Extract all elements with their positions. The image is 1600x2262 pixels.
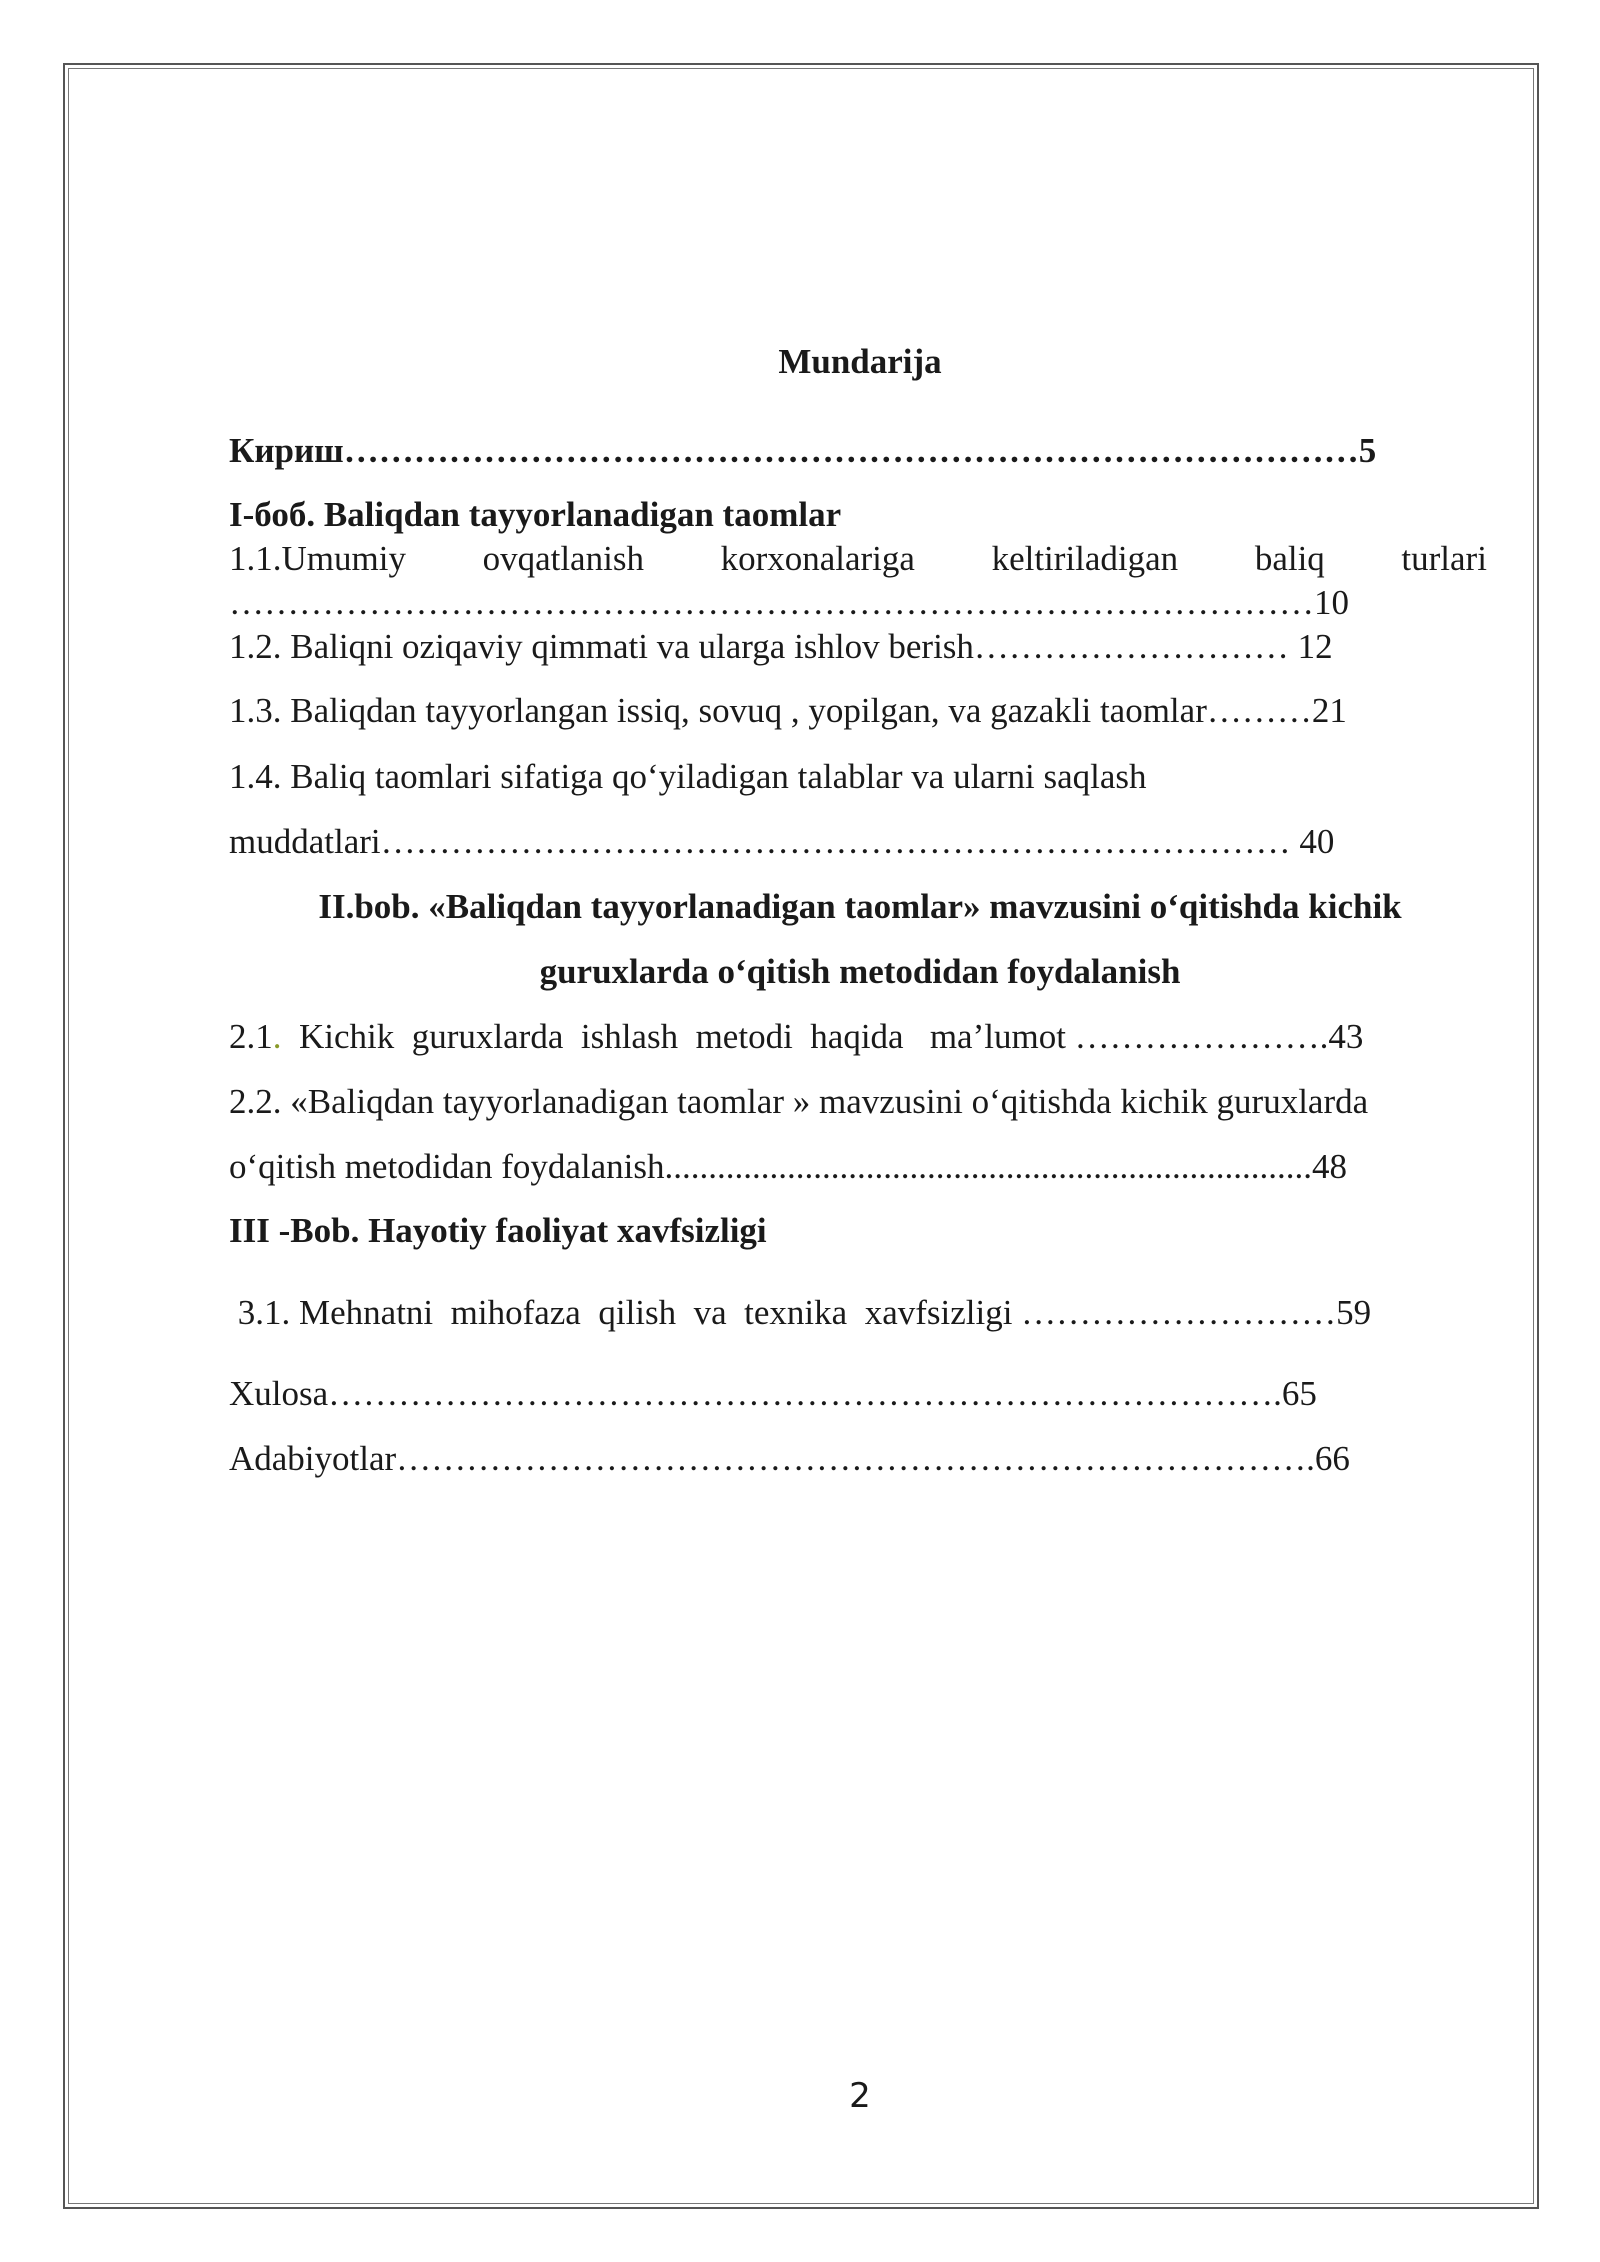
toc-title: Mundarija: [778, 342, 942, 381]
toc-entry-2-1-number: 2.1: [229, 1017, 273, 1056]
toc-entry-1-1-word: korxonalariga: [720, 539, 915, 578]
chapter-3-heading[interactable]: III -Bob. Hayotiy faoliyat xavfsizligi: [229, 1211, 767, 1250]
chapter-2-heading[interactable]: II.bob. «Baliqdan tayyorlanadigan taomlar» mavzusini o‘qitishda kichik: [318, 887, 1402, 926]
chapter-1-heading[interactable]: I-боб. Baliqdan tayyorlanadigan taomlar: [229, 495, 842, 534]
toc-entry-1-4[interactable]: 1.4. Baliq taomlari sifatiga qo‘yiladigan talablar va ularni saqlash: [229, 757, 1147, 796]
toc-entry-1-1-leader: …………………………………………………………………………………10: [229, 583, 1349, 622]
toc-entry-1-1-word: ovqatlanish: [482, 539, 644, 578]
toc-entry-references[interactable]: Adabiyotlar…………………………………………………………………….66: [229, 1439, 1350, 1478]
page-number: 2: [849, 2076, 871, 2116]
toc-entry-conclusion[interactable]: Xulosa……………………………………………………………………….65: [229, 1374, 1317, 1413]
toc-entry-3-1[interactable]: 3.1. Mehnatni mihofaza qilish va texnika xavfsizligi ………………………59: [229, 1293, 1372, 1332]
toc-entry-2-1[interactable]: [229, 1016, 1363, 1058]
toc-entry-2-2[interactable]: 2.2. «Baliqdan tayyorlanadigan taomlar » mavzusini o‘qitishda kichik guruxlarda: [229, 1082, 1369, 1121]
toc-entry-1-1-word: baliq: [1254, 539, 1325, 578]
toc-entry-1-1-word: keltiriladigan: [991, 539, 1179, 578]
toc-entry-1-3[interactable]: 1.3. Baliqdan tayyorlangan issiq, sovuq , yopilgan, va gazakli taomlar………21: [229, 691, 1347, 730]
toc-entry-1-2[interactable]: 1.2. Baliqni oziqaviy qimmati va ularga ishlov berish……………………… 12: [229, 627, 1333, 666]
toc-entry-1-1-word: turlari: [1401, 539, 1487, 578]
toc-entry-intro[interactable]: Кириш……………………………………………………………………………5: [229, 431, 1377, 470]
toc-entry-2-1-dot: .: [272, 1017, 282, 1056]
toc-entry-1-4-cont[interactable]: muddatlari…………………………………………………………………… 40: [229, 822, 1335, 861]
page-border-inner: [68, 68, 1534, 2204]
toc-entry-2-2-cont[interactable]: o‘qitish metodidan foydalanish..........................................................................48: [229, 1147, 1347, 1186]
toc-entry-1-1-word: 1.1.Umumiy: [229, 539, 406, 578]
toc-entry-1-1[interactable]: [229, 538, 1487, 580]
toc-entry-2-1-text: Kichik guruxlarda ishlash metodi haqida ma’lumot ………………….43: [281, 1017, 1364, 1056]
chapter-2-heading-cont[interactable]: guruxlarda o‘qitish metodidan foydalanish: [539, 952, 1181, 991]
